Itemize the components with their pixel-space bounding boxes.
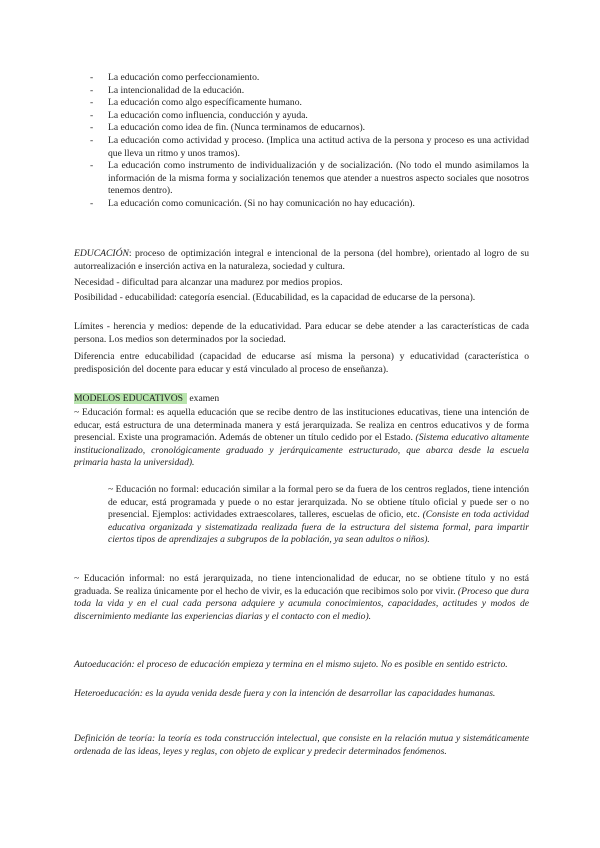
- bullet-dash: -: [90, 197, 94, 209]
- heteroeducacion-paragraph: Heteroeducación: es la ayuda venida desde fuera y con la intención de desarrollar las capacidades humanas.: [74, 688, 496, 699]
- list-item: - La educación como algo específicamente humano.: [90, 97, 302, 109]
- educacion-term: EDUCACIÓN: [74, 248, 129, 259]
- modelos-heading: MODELOS EDUCATIVOS: [74, 393, 187, 404]
- educacion-text: : proceso de optimización integral e intencional de la persona (del hombre), orientado al logro de su autorrealización e inserción activa en la naturaleza, sociedad y cultura.: [74, 248, 529, 272]
- non-formal-italic-note: (Consiste en toda actividad educativa organizada y sistematizada realizada fuera de la estructura del sistema formal, para impartir ciertos tipos de aprendizajes a subgrupos de la población, ya sean adultos o niños).: [108, 509, 529, 546]
- bullet-dash: -: [90, 134, 94, 146]
- list-item: - La educación como idea de fin. (Nunca terminamos de educarnos).: [90, 122, 366, 134]
- list-item: - La educación como actividad y proceso. (Implica una actitud activa de la persona y proceso es una actividad que lleva un ritmo y unos tramos).: [90, 134, 529, 159]
- bullet-dash: -: [90, 109, 94, 121]
- non-formal-education-paragraph: ~ Educación no formal: educación similar a la formal pero se da fuera de los centros reglados, tiene intención de educar, está programada y puede o no estar jerarquizada. No se obtiene título oficial y puede ser o no presencial. Ejemplos: actividades extraescolares, talleres, escuelas de oficio, etc. (Consiste en toda actividad educativa organizada y sistematizada realizada fuera de la estructura del sistema formal, para impartir ciertos tipos de aprendizajes a subgrupos de la población, ya sean adultos o niños).: [108, 484, 529, 546]
- list-item: - La educación como influencia, conducción y ayuda.: [90, 109, 308, 121]
- list-item: - La educación como comunicación. (Si no hay comunicación no hay educación).: [90, 197, 415, 209]
- autoeducacion-paragraph: Autoeducación: el proceso de educación empieza y termina en el mismo sujeto. No es posible en sentido estricto.: [74, 659, 508, 670]
- bullet-dash: -: [90, 97, 94, 109]
- formal-education-paragraph: ~ Educación formal: es aquella educación que se recibe dentro de las instituciones educativas, tiene una intención de educar, está estructura de una determinada manera y está jerarquizada. Se realiza en centros educativos y de forma presencial. Existe una programación. Además de obtener un título cedido por el Estado. (Sistema educativo altamente institucionalizado, cronológicamente graduado y jerárquicamente estructurado, que abarca desde la escuela primaria hasta la universidad).: [74, 407, 529, 469]
- limites-paragraph: Límites - herencia y medios: depende de la educatividad. Para educar se debe atender a las características de cada persona. Los medios son determinados por la sociedad.: [74, 321, 529, 345]
- list-item: - La educación como perfeccionamiento.: [90, 72, 260, 83]
- bullet-dash: -: [90, 72, 94, 83]
- informal-italic-note: (Proceso que dura toda la vida y en el cual cada persona adquiere y acumula conocimientos, capacidades, actitudes y modos de discernimiento mediante las experiencias diarias y el contacto con el medio).: [74, 585, 529, 622]
- list-item: - La educación como instrumento de individualización y de socialización. (No todo el mundo asimilamos la información de la misma forma y socialización tenemos que atender a nuestros aspecto sociales que nosotros tenemos dentro).: [90, 160, 529, 197]
- teoria-definition: Definición de teoría: la teoría es toda construcción intelectual, que consiste en la relación mutua y sistemáticamente ordenada de las ideas, leyes y reglas, con objeto de explicar y predecir determinados fenómenos.: [74, 733, 529, 757]
- posibilidad-paragraph: Posibilidad - educabilidad: categoría esencial. (Educabilidad, es la capacidad de educarse de la persona).: [74, 292, 476, 303]
- bullet-dash: -: [90, 122, 94, 134]
- modelos-heading-line: [74, 393, 529, 406]
- education-characteristics-list: [74, 72, 529, 211]
- bullet-dash: -: [90, 84, 94, 96]
- informal-education-paragraph: ~ Educación informal: no está jerarquizada, no tiene intencionalidad de educar, no se obtiene título y no está graduada. Se realiza únicamente por el hecho de vivir, es la educación que recibimos solo por vivir. (Proceso que dura toda la vida y en el cual cada persona adquiere y acumula conocimientos, capacidades, actitudes y modos de discernimiento mediante las experiencias diarias y el contacto con el medio).: [74, 573, 529, 622]
- list-item: - La intencionalidad de la educación.: [90, 84, 245, 96]
- formal-italic-note: (Sistema educativo altamente institucionalizado, cronológicamente graduado y jerárquicamente estructurado, que abarca desde la escuela primaria hasta la universidad).: [74, 432, 529, 469]
- bullet-dash: -: [90, 160, 94, 172]
- exam-note: examen: [187, 393, 220, 404]
- necesidad-line: Necesidad - dificultad para alcanzar una madurez por medios propios.: [74, 277, 343, 288]
- educacion-definition: [74, 248, 529, 273]
- diferencia-paragraph: Diferencia entre educabilidad (capacidad de educarse así misma la persona) y educatividad (característica o predisposición del docente para educar y está vinculado al proceso de enseñanza).: [74, 351, 529, 375]
